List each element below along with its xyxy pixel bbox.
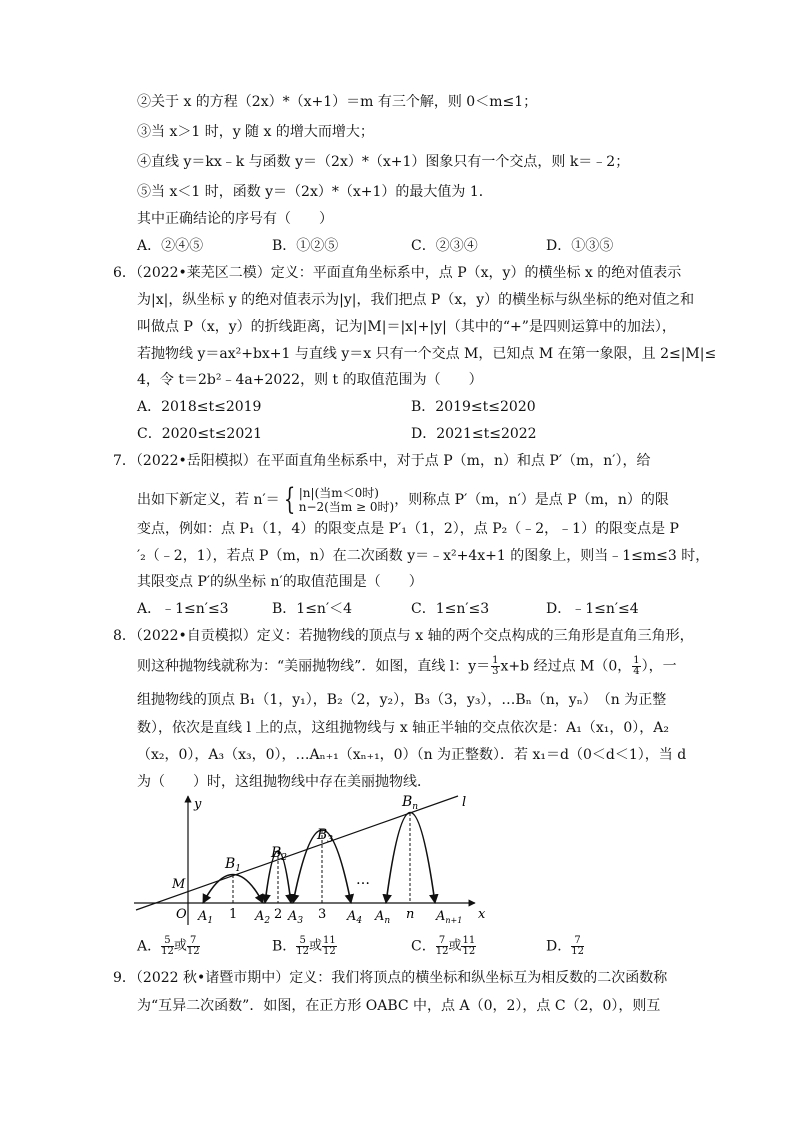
tick-label-n: n	[406, 907, 415, 922]
root-label-an	[374, 909, 390, 926]
figure-ellipsis: …	[356, 872, 370, 888]
q7-line-2-pre: 出如下新定义，若 n′＝	[137, 492, 280, 508]
q5-prompt: 其中正确结论的序号有（ ）	[137, 211, 333, 227]
fraction	[187, 936, 200, 957]
q5-item-4: ④直线 y＝kx﹣k 与函数 y＝（2x）*（x+1）图象只有一个交点，则 k＝﹣2；	[137, 154, 630, 170]
q8-line-2-post: ），一	[641, 658, 677, 675]
fraction-numerator: 5	[296, 936, 309, 947]
point-m-label: M	[172, 877, 186, 892]
root-label-a3	[287, 909, 303, 926]
q7-line-2-post: ，则称点 P′（m，n′）是点 P（m，n）的限	[394, 492, 669, 508]
q8-option-c	[411, 936, 476, 957]
q7-line-2	[137, 482, 669, 517]
vertex-subscript: 3	[327, 835, 334, 845]
option-letter: C．	[411, 938, 436, 955]
parabola-figure	[130, 790, 500, 930]
root-letter: A	[375, 909, 385, 924]
root-subscript: n	[384, 916, 391, 926]
x-axis-label: x	[478, 907, 486, 922]
q6-option-c: C．2020≤t≤2021	[137, 426, 263, 442]
q9-line-1: 9．（2022 秋•诸暨市期中）定义：我们将顶点的横坐标和纵坐标互为相反数的二次函数称	[113, 970, 668, 986]
q5-option-b: B．①②⑤	[272, 238, 339, 254]
root-label-a1	[197, 909, 213, 926]
q7-option-d: D．﹣1≤n′≤4	[546, 601, 639, 617]
q5-option-c: C．②③④	[411, 238, 478, 254]
q8-line-2-pre: 则这种抛物线就称为：“美丽抛物线”．如图，直线 l：y＝	[137, 658, 491, 675]
fraction-denominator: 12	[161, 946, 174, 957]
fraction	[296, 936, 309, 957]
fraction-numerator: 1	[633, 655, 640, 666]
q6-line-3: 叫做点 P（x，y）的折线距离，记为|M|＝|x|+|y|（其中的“+”是四则运算中的加法），	[137, 319, 676, 335]
fraction-one-quarter	[632, 656, 640, 677]
root-subscript: 4	[356, 916, 363, 926]
root-letter: A	[436, 909, 446, 924]
vertex-letter: B	[317, 827, 328, 843]
fraction	[461, 936, 476, 957]
q6-option-a: A．2018≤t≤2019	[137, 399, 262, 415]
line-l-label: l	[462, 795, 467, 810]
fraction-denominator: 12	[571, 946, 584, 957]
piecewise-case-2: n−2(当m ≥ 0时)	[298, 500, 395, 514]
vertex-letter: B	[271, 845, 282, 861]
fraction	[161, 936, 174, 957]
q8-line-6: 为（ ）时，这组抛物线中存在美丽抛物线．	[137, 774, 431, 790]
tick-label-1: 1	[229, 907, 238, 922]
origin-label: O	[176, 907, 187, 922]
q7-option-a: A．﹣1≤n′≤3	[137, 601, 229, 617]
vertex-letter: B	[225, 856, 236, 872]
root-letter: A	[255, 909, 265, 924]
fraction	[436, 936, 449, 957]
q5-option-d: D．①③⑤	[546, 238, 614, 254]
q7-line-4: ′₂（﹣2，1），若点 P（m，n）在二次函数 y＝﹣x²+4x+1 的图象上，则当﹣1≤m≤3 时，	[137, 548, 710, 564]
fraction-denominator: 12	[323, 946, 336, 957]
q7-line-5: 其限变点 P′的纵坐标 n′的取值范围是（ ）	[137, 574, 423, 590]
piecewise-cases	[299, 486, 394, 514]
fraction-denominator: 3	[492, 666, 499, 677]
q7-option-b: B．1≤n′＜4	[272, 601, 353, 617]
q5-item-3: ③当 x＞1 时，y 随 x 的增大而增大；	[137, 124, 374, 140]
option-letter: D．	[546, 938, 572, 955]
q6-line-5: 4，令 t＝2b²﹣4a+2022，则 t 的取值范围为（ ）	[137, 372, 483, 388]
fraction-numerator: 7	[436, 936, 449, 947]
option-or: 或	[309, 938, 323, 954]
option-or: 或	[448, 938, 462, 954]
q7-line-3: 变点，例如：点 P₁（1，4）的限变点是 P′₁（1，2），点 P₂（﹣2，﹣1）的限变点是 P	[137, 521, 679, 537]
root-letter: A	[198, 909, 208, 924]
q8-line-2	[137, 656, 677, 677]
y-axis-label: y	[194, 797, 202, 812]
q9-line-2: 为“互异二次函数”．如图，在正方形 OABC 中，点 A（0，2），点 C（2，0），则互	[137, 998, 661, 1014]
q8-option-d	[546, 936, 584, 957]
q8-option-a	[137, 936, 200, 957]
fraction-denominator: 12	[186, 946, 200, 957]
q6-line-1: 6．（2022•莱芜区二模）定义：平面直角坐标系中，点 P（x，y）的横坐标 x 的绝对值表示	[113, 265, 682, 281]
q6-line-4: 若抛物线 y＝ax²+bx+1 与直线 y＝x 只有一个交点 M，已知点 M 在第一象限，且 2≤|M|≤	[137, 346, 717, 362]
parabola-1	[203, 875, 263, 904]
option-or: 或	[173, 938, 187, 954]
q6-option-d: D．2021≤t≤2022	[411, 426, 537, 442]
fraction-denominator: 12	[435, 946, 449, 957]
root-subscript: 3	[297, 916, 304, 926]
piecewise-case-1: |n|(当m＜0时)	[298, 486, 379, 500]
fraction-one-third	[491, 656, 499, 677]
fraction-numerator: 7	[187, 936, 200, 947]
vertex-subscript: 2	[281, 853, 288, 863]
root-label-an1	[435, 909, 462, 925]
q8-line-1: 8．（2022•自贡模拟）定义：若抛物线的顶点与 x 轴的两个交点构成的三角形是直角三角形，	[113, 628, 694, 644]
q6-line-2: 为|x|，纵坐标 y 的绝对值表示为|y|，我们把点 P（x，y）的横坐标与纵坐标的绝对值之和	[137, 292, 695, 308]
root-letter: A	[347, 909, 357, 924]
fraction-denominator: 12	[462, 946, 476, 957]
q8-option-b	[272, 936, 337, 957]
vertex-label-b1	[224, 856, 241, 874]
vertex-letter: B	[402, 794, 413, 810]
root-label-a4	[346, 909, 362, 926]
fraction-denominator: 4	[633, 666, 640, 677]
q8-line-5: （x₂，0），A₃（x₃，0），…Aₙ₊₁（xₙ₊₁，0）（n 为正整数）．若 x₁＝d（0＜d＜1），当 d	[137, 747, 687, 763]
fraction-numerator: 5	[161, 936, 174, 947]
fraction	[322, 936, 337, 957]
q5-item-2: ②关于 x 的方程（2x）*（x+1）＝m 有三个解，则 0＜m≤1；	[137, 94, 538, 110]
option-letter: A．	[137, 938, 162, 955]
fraction-numerator: 11	[323, 935, 336, 946]
fraction-denominator: 12	[296, 946, 310, 957]
tick-label-2: 2	[274, 907, 283, 922]
q8-line-4: 数），依次是直线 l 上的点，这组抛物线与 x 轴正半轴的交点依次是：A₁（x₁，0），A₂	[137, 720, 670, 736]
q8-line-3: 组抛物线的顶点 B₁（1，y₁），B₂（2，y₂），B₃（3，y₃），…Bₙ（n，yₙ） （n 为正整	[137, 692, 667, 708]
root-subscript: 1	[207, 916, 214, 926]
q7-line-1: 7．（2022•岳阳模拟）在平面直角坐标系中，对于点 P（m，n）和点 P′（m，n′），给	[113, 453, 651, 469]
tick-label-3: 3	[318, 907, 327, 922]
root-label-a2	[254, 909, 270, 926]
vertex-label-b2	[270, 845, 287, 863]
vertex-subscript: 1	[235, 864, 242, 874]
q6-option-b: B．2019≤t≤2020	[411, 399, 536, 415]
q7-option-c: C．1≤n′≤3	[411, 601, 490, 617]
q8-line-2-mid: x+b 经过点 M（0，	[500, 658, 632, 675]
fraction	[571, 936, 584, 957]
option-letter: B．	[272, 938, 297, 955]
fraction-numerator: 1	[492, 655, 499, 666]
piecewise-brace: {	[283, 482, 295, 517]
vertex-subscript: n	[412, 802, 419, 812]
fraction-numerator: 7	[571, 936, 584, 947]
vertex-label-bn	[401, 794, 418, 812]
root-letter: A	[288, 909, 298, 924]
fraction-numerator: 11	[462, 935, 476, 946]
q5-option-a: A．②④⑤	[137, 238, 204, 254]
root-subscript: n+1	[445, 916, 463, 925]
root-subscript: 2	[264, 916, 271, 926]
q5-item-5: ⑤当 x＜1 时，函数 y＝（2x）*（x+1）的最大值为 1．	[137, 184, 493, 200]
vertex-label-b3	[316, 827, 333, 845]
